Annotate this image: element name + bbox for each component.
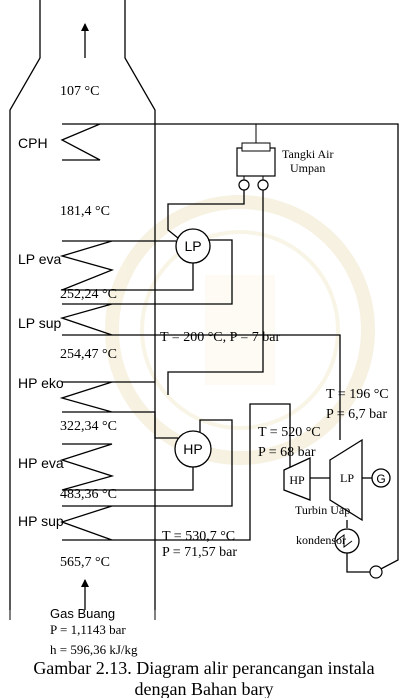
feed-tank <box>237 124 275 176</box>
caption-line-2: dengan Bahan bary <box>134 679 274 698</box>
label-hp-eko: HP eko <box>18 375 64 391</box>
turbine-label: Turbin Uap <box>295 503 351 517</box>
hp-steam-p: P = 71,57 bar <box>162 545 238 560</box>
gas-inlet-enthalpy: h = 596,36 kJ/kg <box>50 642 138 657</box>
lp-turbine-in-t: T = 196 °C <box>326 387 389 402</box>
coil-hp-eva <box>62 444 112 490</box>
label-cph: CPH <box>18 135 48 151</box>
figure-caption <box>0 658 408 698</box>
gas-inlet-pressure: P = 1,1143 bar <box>50 622 126 637</box>
gas-inlet-label: Gas Buang <box>50 606 116 621</box>
lp-drum-label: LP <box>184 238 202 254</box>
coil-cph <box>62 124 100 160</box>
temp-252: 252,24 °C <box>60 287 117 302</box>
temp-181: 181,4 °C <box>60 204 110 219</box>
stack-right-wall <box>125 0 155 610</box>
hp-steam-t: T = 530,7 °C <box>162 529 236 544</box>
pipe-condensate <box>347 553 370 572</box>
feed-tank-label-2: Umpan <box>290 161 326 175</box>
lp-steam-conditions: T = 200 °C, P = 7 bar <box>160 330 281 345</box>
temp-254: 254,47 °C <box>60 347 117 362</box>
coils <box>62 124 112 540</box>
generator-label: G <box>376 472 386 486</box>
feed-tank-label-1: Tangki Air <box>282 147 334 161</box>
label-lp-eva: LP eva <box>18 251 62 267</box>
label-hp-eva: HP eva <box>18 455 64 471</box>
pipe-hp-eva-out <box>112 467 193 490</box>
label-hp-sup: HP sup <box>18 513 64 529</box>
coil-lp-sup <box>62 304 112 335</box>
feed-pump-hp <box>258 180 268 190</box>
hp-drum-label: HP <box>183 441 203 457</box>
condenser-label: kondensor <box>296 533 346 547</box>
caption-line-1: Gambar 2.13. Diagram alir perancangan instala <box>33 658 375 678</box>
turbine-hp-label: HP <box>289 473 305 487</box>
coil-lp-eva <box>62 241 112 290</box>
lp-turbine-in-p: P = 6,7 bar <box>326 407 388 422</box>
temp-322: 322,34 °C <box>60 419 117 434</box>
feed-pump-lp <box>239 180 249 190</box>
hp-turbine-in-p: P = 68 bar <box>258 445 316 460</box>
condensate-pump <box>370 566 382 578</box>
coil-hp-sup <box>62 506 112 540</box>
hp-turbine-in-t: T = 520 °C <box>258 425 321 440</box>
temp-exit: 107 °C <box>60 84 100 99</box>
label-lp-sup: LP sup <box>18 315 62 331</box>
temp-483: 483,36 °C <box>60 487 117 502</box>
coil-hp-eko <box>62 382 112 412</box>
temp-565: 565,7 °C <box>60 555 110 570</box>
turbine-lp-label: LP <box>339 471 355 485</box>
